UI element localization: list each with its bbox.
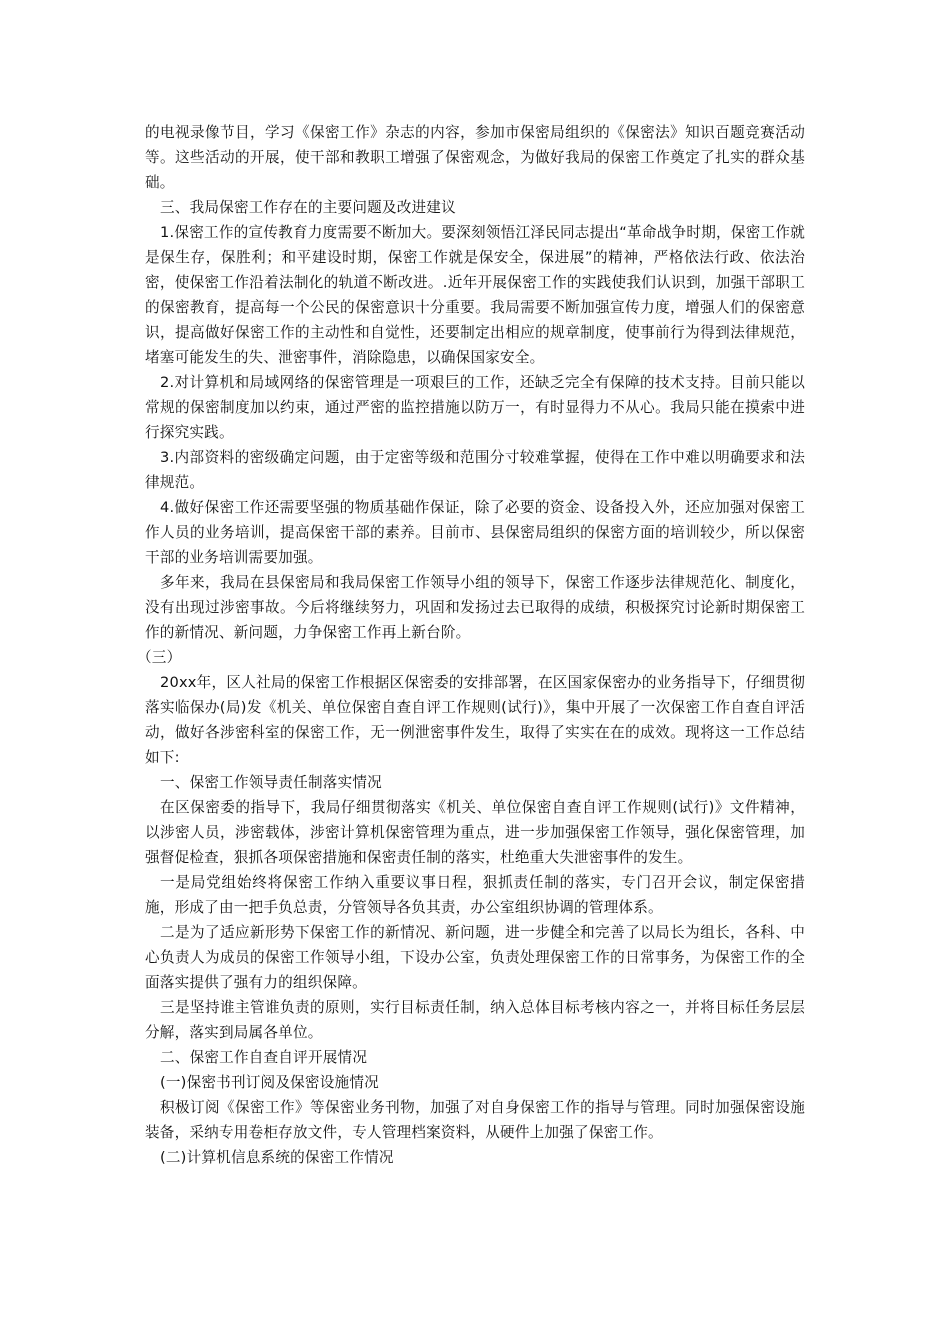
body-paragraph: 积极订阅《保密工作》等保密业务刊物，加强了对自身保密工作的指导与管理。同时加强保密设施装备，采纳专用卷柜存放文件，专人管理档案资料，从硬件上加强了保密工作。 — [145, 1099, 805, 1141]
item-paragraph-1: 1.保密工作的宣传教育力度需要不断加大。要深刻领悟江泽民同志提出“革命战争时期，保密工作就是保生存，保胜利；和平建设时期，保密工作就是保安全，保进展”的精神，严格依法行政、依法治密，使保密工作沿着法制化的轨道不断改进。.近年开展保密工作的实践使我们认识到，加强干部职工的保密教育，提高每一个公民的保密意识十分重要。我局需要不断加强宣传力度，增强人们的保密意识，提高做好保密工作的主动性和自觉性，还要制定出相应的规章制度，使事前行为得到法律规范，堵塞可能发生的失、泄密事件，消除隐患，以确保国家安全。 — [145, 224, 805, 366]
body-paragraph: 三是坚持谁主管谁负责的原则，实行目标责任制，纳入总体目标考核内容之一，并将目标任务层层分解，落实到局属各单位。 — [145, 999, 805, 1041]
item-paragraph-4: 4.做好保密工作还需要坚强的物质基础作保证，除了必要的资金、设备投入外，还应加强对保密工作人员的业务培训，提高保密干部的素养。目前市、县保密局组织的保密方面的培训较少，所以保密干部的业务培训需要加强。 — [145, 499, 805, 566]
subsection-heading: (一)保密书刊订阅及保密设施情况 — [160, 1074, 379, 1091]
conclusion-paragraph: 多年来，我局在县保密局和我局保密工作领导小组的领导下，保密工作逐步法律规范化、制度化，没有出现过涉密事故。今后将继续努力，巩固和发扬过去已取得的成绩，积极探究讨论新时期保密工作的新情况、新问题，力争保密工作再上新台阶。 — [145, 574, 805, 641]
body-paragraph: 一是局党组始终将保密工作纳入重要议事日程，狠抓责任制的落实，专门召开会议，制定保密措施，形成了由一把手负总责，分管领导各负其责，办公室组织协调的管理体系。 — [145, 874, 805, 916]
intro-paragraph: 20xx年，区人社局的保密工作根据区保密委的安排部署，在区国家保密办的业务指导下，仔细贯彻落实临保办(局)发《机关、单位保密自查自评工作规则(试行)》，集中开展了一次保密工作自查自评活动，做好各涉密科室的保密工作，无一例泄密事件发生，取得了实实在在的成效。现将这一工作总结如下: — [145, 674, 805, 766]
body-paragraph: 的电视录像节目，学习《保密工作》杂志的内容，参加市保密局组织的《保密法》知识百题竞赛活动等。这些活动的开展，使干部和教职工增强了保密观念，为做好我局的保密工作奠定了扎实的群众基础。 — [145, 124, 805, 191]
body-paragraph: 在区保密委的指导下，我局仔细贯彻落实《机关、单位保密自查自评工作规则(试行)》文件精神，以涉密人员，涉密载体，涉密计算机保密管理为重点，进一步加强保密工作领导，强化保密管理，加强督促检查，狠抓各项保密措施和保密责任制的落实，杜绝重大失泄密事件的发生。 — [145, 799, 805, 866]
item-paragraph-2: 2.对计算机和局域网络的保密管理是一项艰巨的工作，还缺乏完全有保障的技术支持。目前只能以常规的保密制度加以约束，通过严密的监控措施以防万一，有时显得力不从心。我局只能在摸索中进行探究实践。 — [145, 374, 805, 441]
part-marker: （三） — [137, 649, 182, 666]
section-heading-1: 一、保密工作领导责任制落实情况 — [160, 774, 382, 791]
body-paragraph: 二是为了适应新形势下保密工作的新情况、新问题，进一步健全和完善了以局长为组长，各科、中心负责人为成员的保密工作领导小组，下设办公室，负责处理保密工作的日常事务，为保密工作的全面落实提供了强有力的组织保障。 — [145, 924, 805, 991]
item-paragraph-3: 3.内部资料的密级确定问题，由于定密等级和范围分寸较难掌握，使得在工作中难以明确要求和法律规范。 — [145, 449, 805, 491]
section-heading-2: 二、保密工作自查自评开展情况 — [160, 1049, 368, 1066]
section-heading-3: 三、我局保密工作存在的主要问题及改进建议 — [160, 199, 456, 216]
document-page — [137, 120, 805, 1170]
subsection-heading: (二)计算机信息系统的保密工作情况 — [160, 1149, 394, 1166]
